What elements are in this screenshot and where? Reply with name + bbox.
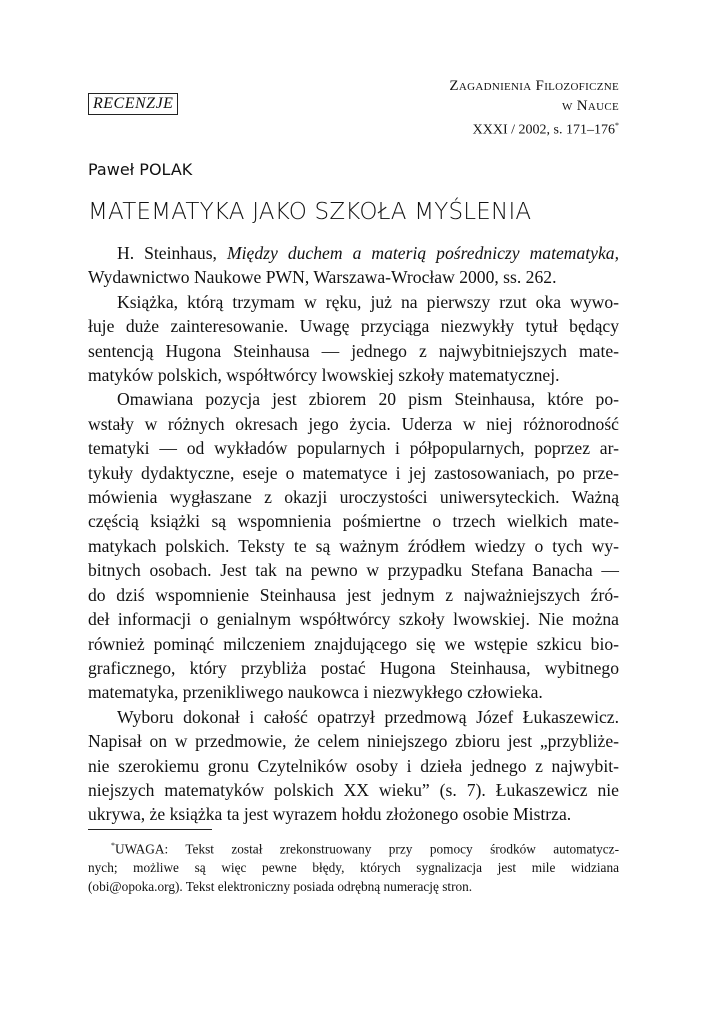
paragraph-line: tykuły dydaktyczne, eseje o matematyce i jej zastosowaniach, po prze- <box>88 462 619 483</box>
article-author: Paweł POLAK <box>88 160 193 179</box>
journal-footnote-mark: * <box>615 121 619 130</box>
journal-name: Zagadnienia Filozoficzne <box>449 78 619 94</box>
footnote-line: (obi@opoka.org). Tekst elektroniczny posiada odrębną numerację stron. <box>88 879 473 895</box>
footnote-mark: * <box>111 841 115 850</box>
paragraph-line: do dziś wspomnienie Steinhausa jest jednym z najważniejszych źró- <box>88 584 619 605</box>
footnote-line: *UWAGA: Tekst został zrekonstruowany przy pomocy środków automatycz- <box>111 841 619 857</box>
journal-info <box>449 76 619 141</box>
footnote-line: nych; możliwe są więc pewne błędy, których sygnalizacja jest mile widziana <box>88 860 619 876</box>
paragraph-line: ukrywa, że książka ta jest wyrazem hołdu złożonego osobie Mistrza. <box>88 804 572 825</box>
article-body <box>88 241 619 827</box>
paragraph-line: Omawiana pozycja jest zbiorem 20 pism Steinhausa, które po- <box>117 389 619 410</box>
journal-subtitle: w Nauce <box>561 98 619 114</box>
reference-publisher: Wydawnictwo Naukowe PWN, Warszawa-Wrocław 2000, ss. 262. <box>88 267 557 288</box>
paragraph-line: bitnych osobach. Jest tak na pewno w przypadku Stefana Banacha — <box>88 560 619 581</box>
footnote-rule <box>88 829 212 830</box>
article-title: MATEMATYKA JAKO SZKOŁA MYŚLENIA <box>88 199 532 225</box>
footnote <box>88 836 619 896</box>
reference-author: H. Steinhaus, <box>117 243 217 263</box>
journal-issue <box>449 116 619 141</box>
paragraph-line: również pominąć milczeniem znajdującego się we wstępie szkicu bio- <box>88 633 619 654</box>
section-label: RECENZJE <box>93 95 174 112</box>
book-reference <box>88 241 619 265</box>
paragraph-line: graficznego, który przybliża postać Hugona Steinhausa, wybitnego <box>88 657 619 678</box>
paragraph-line: nie szerokiemu gronu Czytelników osoby i dzieła jednego z najwybit- <box>88 755 619 776</box>
paragraph-line: tematyki — od wykładów popularnych i półpopularnych, poprzez ar- <box>88 438 619 459</box>
paragraph-line: niejszych matematyków polskich XX wieku” (s. 7). Łukaszewicz nie <box>88 779 619 800</box>
paragraph-line: częścią książki są wspomnienia pośmiertne o trzech wielkich mate- <box>88 511 619 532</box>
journal-issue-text: XXXI / 2002, s. 171–176 <box>472 122 615 138</box>
footnote-lines <box>88 836 619 896</box>
paragraph-line: Książka, którą trzymam w ręku, już na pierwszy rzut oka wywo- <box>117 291 619 312</box>
paragraph-line: mówienia wygłaszane z okazji uroczystości uniwersyteckich. Ważną <box>88 487 619 508</box>
paragraph-line: sentencją Hugona Steinhausa — jednego z najwybitniejszych mate- <box>88 340 619 361</box>
paragraph-line: deł informacji o genialnym współtwórcy szkoły lwowskiej. Nie można <box>88 609 619 630</box>
paragraph-line: łuje duże zainteresowanie. Uwagę przyciąga niezwykły tytuł będący <box>88 316 619 337</box>
section-label-box <box>88 93 178 115</box>
paragraphs <box>88 290 619 827</box>
reference-publisher-line <box>88 265 619 289</box>
reference-book-title: Między duchem a materią pośredniczy matematyka, <box>226 243 619 263</box>
paragraph-line: wstały w różnych okresach jego życia. Uderza w niej różnorodność <box>88 413 619 434</box>
paragraph-line: Wyboru dokonał i całość opatrzył przedmową Józef Łukaszewicz. <box>117 706 619 727</box>
paragraph-line: Napisał on w przedmowie, że celem niniejszego zbioru jest „przybliże- <box>88 731 619 752</box>
paragraph-line: matematyka, przenikliwego naukowca i niezwykłego człowieka. <box>88 682 543 703</box>
paragraph-line: matykach polskich. Teksty te są ważnym źródłem wiedzy o tych wy- <box>88 535 619 556</box>
paragraph-line: matyków polskich, współtwórcy lwowskiej szkoły matematycznej. <box>88 365 560 386</box>
